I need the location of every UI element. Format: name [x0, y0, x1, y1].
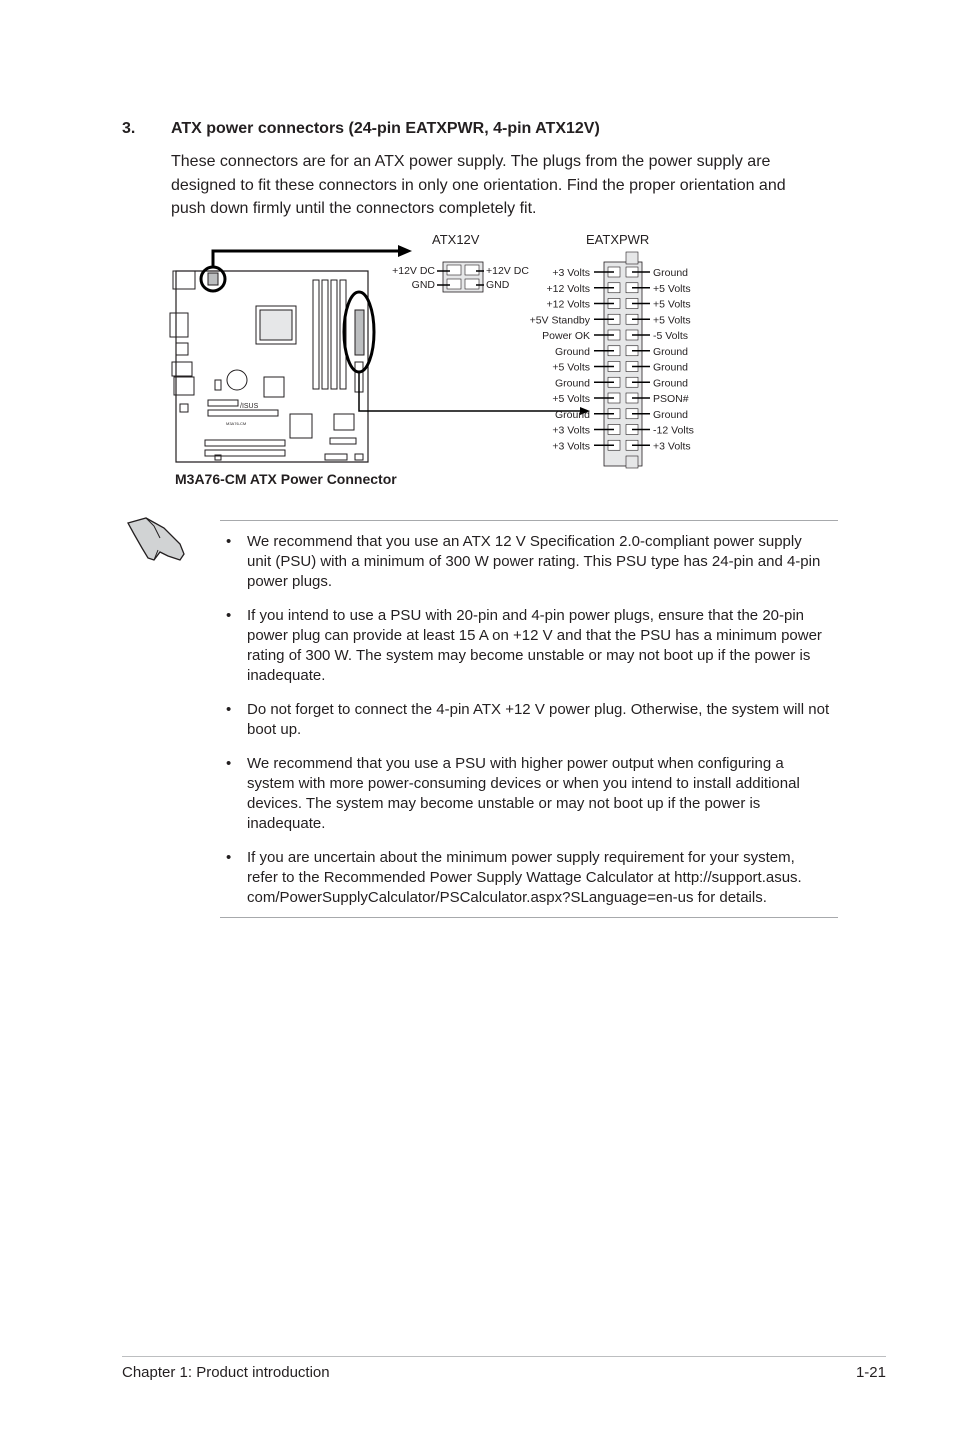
atx12v-right-label: GND	[486, 279, 510, 291]
note-line: If you intend to use a PSU with 20-pin and 4-pin power plugs, ensure that the 20-pin	[247, 607, 805, 624]
eatxpwr-left-label: Ground	[554, 345, 590, 358]
power-connector-diagram	[0, 0, 954, 500]
eatxpwr-right-label: PSON#	[653, 393, 689, 405]
eatxpwr-left-label: +3 Volts	[552, 267, 590, 279]
eatxpwr-left-label: Ground	[554, 408, 590, 421]
note-line: power plugs.	[247, 573, 333, 590]
footer-page-number: 1-21	[855, 1364, 886, 1381]
note-line: If you are uncertain about the minimum power supply requirement for your system,	[247, 849, 795, 866]
atx12v-callout-line	[213, 251, 398, 267]
eatxpwr-right-label: Ground	[653, 361, 689, 374]
eatxpwr-left-label: Ground	[554, 377, 590, 390]
note-bottom-rule	[220, 917, 838, 918]
note-line: devices. The system may become unstable or may not boot up if the power is	[247, 795, 761, 812]
note-line: rating of 300 W. The system may become unstable or may not boot up if the power is	[247, 647, 811, 664]
eatxpwr-right-label: -5 Volts	[653, 330, 689, 342]
eatxpwr-left-label: +12 Volts	[546, 298, 590, 311]
note-line: refer to the Recommended Power Supply Wattage Calculator at http://support.asus.	[247, 869, 802, 886]
eatxpwr-left-label: +5V Standby	[529, 314, 590, 327]
note-item	[247, 606, 847, 686]
eatxpwr-right-label: Ground	[653, 377, 689, 390]
footer-rule	[122, 1356, 886, 1357]
note-line: com/PowerSupplyCalculator/PSCalculator.aspx?SLanguage=en-us for details.	[247, 889, 767, 906]
eatxpwr-right-label: Ground	[653, 267, 689, 279]
board-model: M3A76-CM	[226, 421, 247, 426]
hand-note-icon	[124, 514, 188, 566]
note-line: inadequate.	[247, 815, 326, 832]
board-brand: /ISUS	[240, 403, 259, 410]
bullet-mark: •	[226, 849, 232, 866]
note-line: unit (PSU) with a minimum of 300 W power rating. This PSU type has 24-pin and 4-pin	[247, 553, 821, 570]
note-line: inadequate.	[247, 667, 326, 684]
note-line: system with more power-consuming devices or when you intend to install additional	[247, 775, 800, 792]
eatxpwr-left-label: +3 Volts	[552, 424, 590, 437]
atx12v-left-label: +12V DC	[392, 265, 435, 277]
bullet-mark: •	[226, 607, 232, 624]
bullet-mark: •	[226, 701, 232, 718]
eatxpwr-left-label: +12 Volts	[546, 282, 590, 295]
eatxpwr-right-label: -12 Volts	[653, 424, 694, 437]
eatxpwr-right-label: +5 Volts	[653, 298, 691, 311]
eatxpwr-left-label: Power OK	[542, 330, 590, 342]
eatxpwr-callout-line	[359, 372, 582, 411]
eatxpwr-right-label: Ground	[653, 345, 689, 358]
atx12v-right-label: +12V DC	[486, 265, 529, 277]
note-top-rule	[220, 520, 838, 521]
note-item	[247, 848, 847, 908]
atx12v-title: ATX12V	[432, 232, 480, 247]
section-title: ATX power connectors (24-pin EATXPWR, 4-pin ATX12V)	[171, 120, 600, 137]
intro-line: These connectors are for an ATX power supply. The plugs from the power supply are	[171, 153, 771, 170]
eatxpwr-right-label: +5 Volts	[653, 282, 691, 295]
bullet-mark: •	[226, 755, 232, 772]
eatxpwr-right-label: +5 Volts	[653, 314, 691, 327]
footer-chapter: Chapter 1: Product introduction	[122, 1364, 330, 1381]
note-line: Do not forget to connect the 4-pin ATX +12 V power plug. Otherwise, the system will not	[247, 701, 830, 718]
atx12v-left-label: GND	[411, 279, 435, 291]
note-line: boot up.	[247, 721, 302, 738]
motherboard-drawing	[170, 271, 368, 462]
bullet-mark: •	[226, 533, 232, 550]
note-item	[247, 700, 847, 740]
note-line: We recommend that you use an ATX 12 V Specification 2.0-compliant power supply	[247, 533, 802, 550]
eatxpwr-title: EATXPWR	[586, 232, 650, 247]
eatxpwr-left-label: +3 Volts	[552, 440, 590, 453]
intro-line: push down firmly until the connectors completely fit.	[171, 200, 537, 217]
section-number: 3.	[122, 120, 136, 137]
atx12v-connector	[443, 262, 483, 292]
note-line: power plug can provide at least 15 A on +12 V and that the PSU has a minimum power	[247, 627, 822, 644]
eatxpwr-left-label: +5 Volts	[552, 393, 590, 405]
eatxpwr-right-label: Ground	[653, 408, 689, 421]
intro-line: designed to fit these connectors in only one orientation. Find the proper orientation and	[171, 176, 786, 194]
note-line: We recommend that you use a PSU with higher power output when configuring a	[247, 755, 784, 772]
note-item	[247, 532, 847, 592]
diagram-caption: M3A76-CM ATX Power Connector	[175, 471, 397, 487]
eatxpwr-right-label: +3 Volts	[653, 440, 691, 453]
note-item	[247, 754, 847, 834]
atx12v-arrowhead	[398, 245, 412, 257]
eatxpwr-left-label: +5 Volts	[552, 361, 590, 374]
